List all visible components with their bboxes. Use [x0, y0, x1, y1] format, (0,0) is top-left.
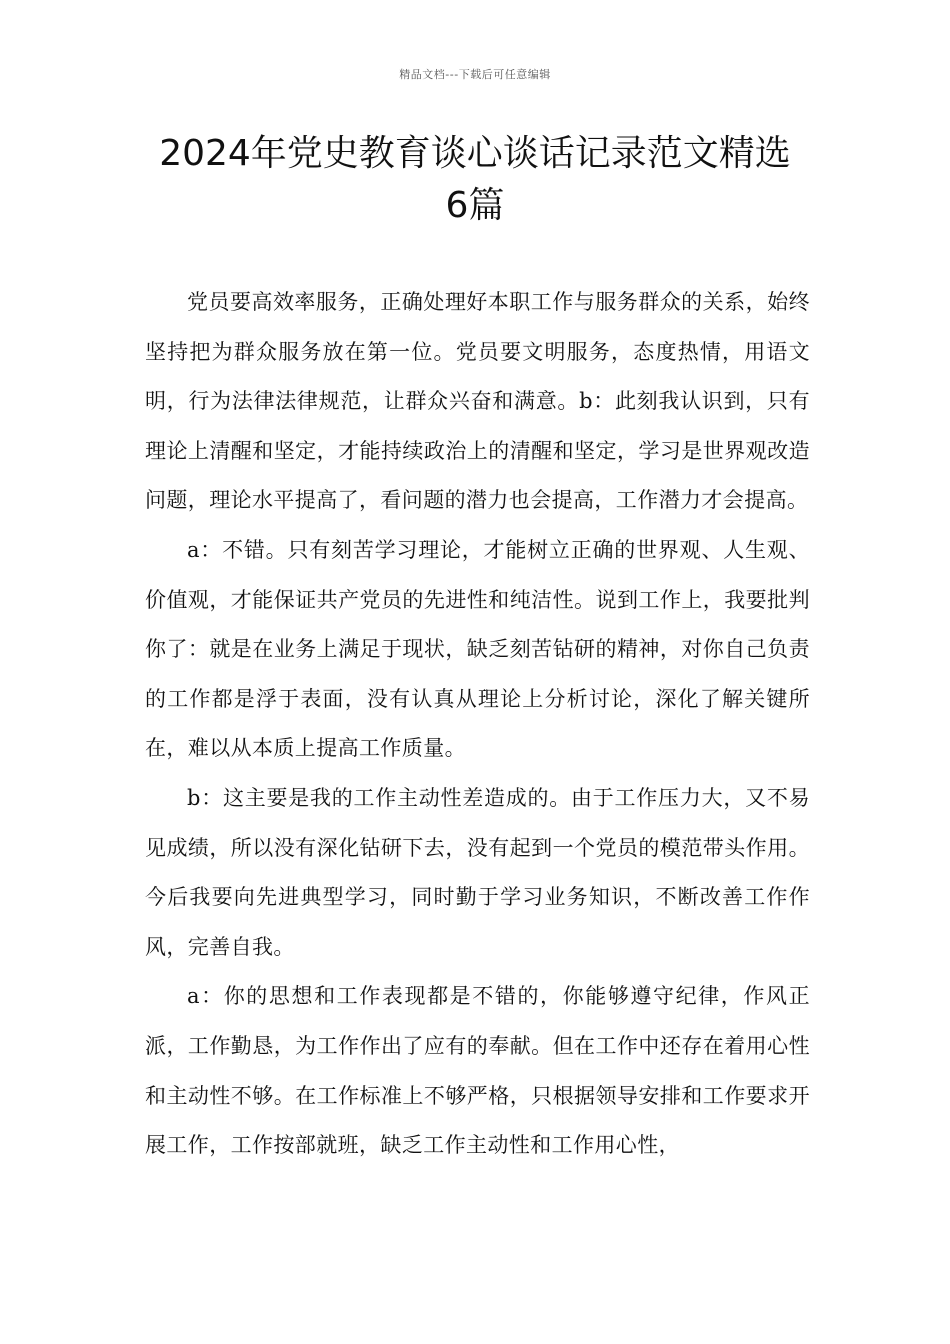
- paragraph: a：不错。只有刻苦学习理论，才能树立正确的世界观、人生观、价值观，才能保证共产党员的先进性和纯洁性。说到工作上，我要批判你了：就是在业务上满足于现状，缺乏刻苦钻研的精神，对你自己负责的工作都是浮于表面，没有认真从理论上分析讨论，深化了解关键所在，难以从本质上提高工作质量。: [145, 537, 810, 761]
- paragraph: b：这主要是我的工作主动性差造成的。由于工作压力大，又不易见成绩，所以没有深化钻研下去，没有起到一个党员的模范带头作用。今后我要向先进典型学习，同时勤于学习业务知识，不断改善工作作风，完善自我。: [145, 785, 810, 959]
- document-body: [145, 278, 810, 1171]
- header-note: 精品文档---下载后可任意编辑: [399, 68, 551, 81]
- title-line-1: 2024年党史教育谈心谈话记录范文精选: [159, 133, 791, 174]
- document-title: [140, 128, 810, 232]
- paragraph: a：你的思想和工作表现都是不错的，你能够遵守纪律，作风正派，工作勤恳，为工作作出了应有的奉献。但在工作中还存在着用心性和主动性不够。在工作标准上不够严格，只根据领导安排和工作要求开展工作，工作按部就班，缺乏工作主动性和工作用心性，: [145, 984, 810, 1158]
- paragraph: 党员要高效率服务，正确处理好本职工作与服务群众的关系，始终坚持把为群众服务放在第一位。党员要文明服务，态度热情，用语文明，行为法律法律规范，让群众兴奋和满意。b：此刻我认识到，只有理论上清醒和坚定，才能持续政治上的清醒和坚定，学习是世界观改造问题，理论水平提高了，看问题的潜力也会提高，工作潜力才会提高。: [145, 290, 810, 513]
- title-line-2: 6篇: [445, 185, 505, 226]
